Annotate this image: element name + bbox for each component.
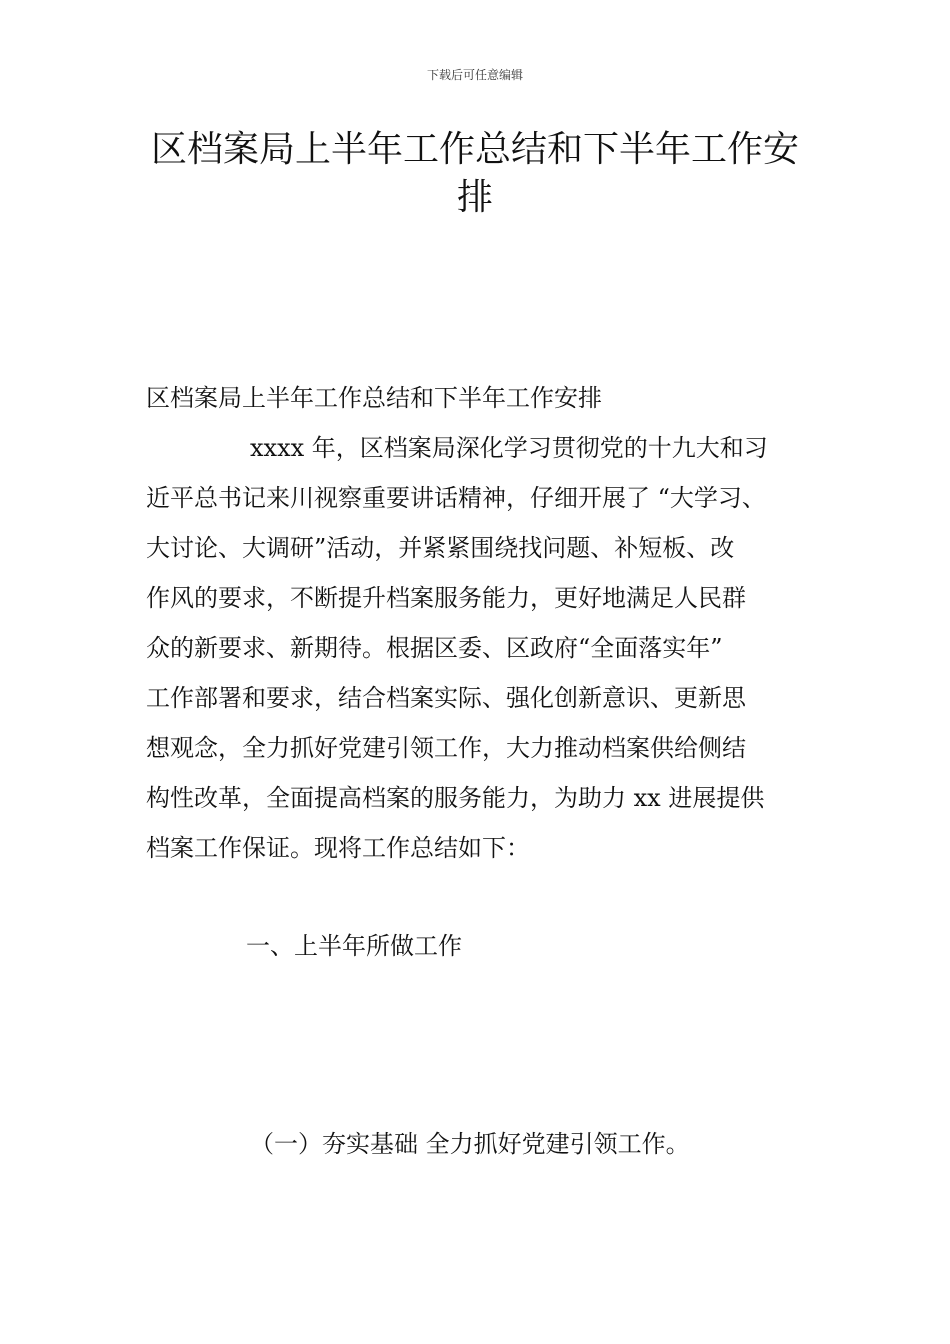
section-heading: 一、上半年所做工作 xyxy=(246,932,462,960)
document-title xyxy=(120,126,830,222)
paragraph-line: 工作部署和要求，结合档案实际、强化创新意识、更新思 xyxy=(146,684,746,712)
paragraph-line: 想观念，全力抓好党建引领工作，大力推动档案供给侧结 xyxy=(146,734,746,762)
paragraph-line: xxxx 年，区档案局深化学习贯彻党的十九大和习 xyxy=(250,434,768,462)
sub-heading: （一）夯实基础 全力抓好党建引领工作。 xyxy=(250,1130,690,1158)
paragraph-line: 档案工作保证。现将工作总结如下： xyxy=(146,834,530,862)
document-title-line-1: 区档案局上半年工作总结和下半年工作安 xyxy=(150,129,799,170)
page-header-note: 下载后可任意编辑 xyxy=(426,68,523,82)
document-title-line-2: 排 xyxy=(456,177,493,218)
paragraph-line: 构性改革，全面提高档案的服务能力，为助力 xx 进展提供 xyxy=(146,784,765,812)
paragraph-line: 作风的要求，不断提升档案服务能力，更好地满足人民群 xyxy=(146,584,746,612)
paragraph-line: 众的新要求、新期待。根据区委、区政府“全面落实年” xyxy=(146,634,723,662)
document-subtitle: 区档案局上半年工作总结和下半年工作安排 xyxy=(146,384,602,412)
paragraph-line: 大讨论、大调研”活动，并紧紧围绕找问题、补短板、改 xyxy=(146,534,735,562)
paragraph-line: 近平总书记来川视察重要讲话精神，仔细开展了 “大学习、 xyxy=(146,484,766,512)
intro-paragraph xyxy=(146,423,836,873)
